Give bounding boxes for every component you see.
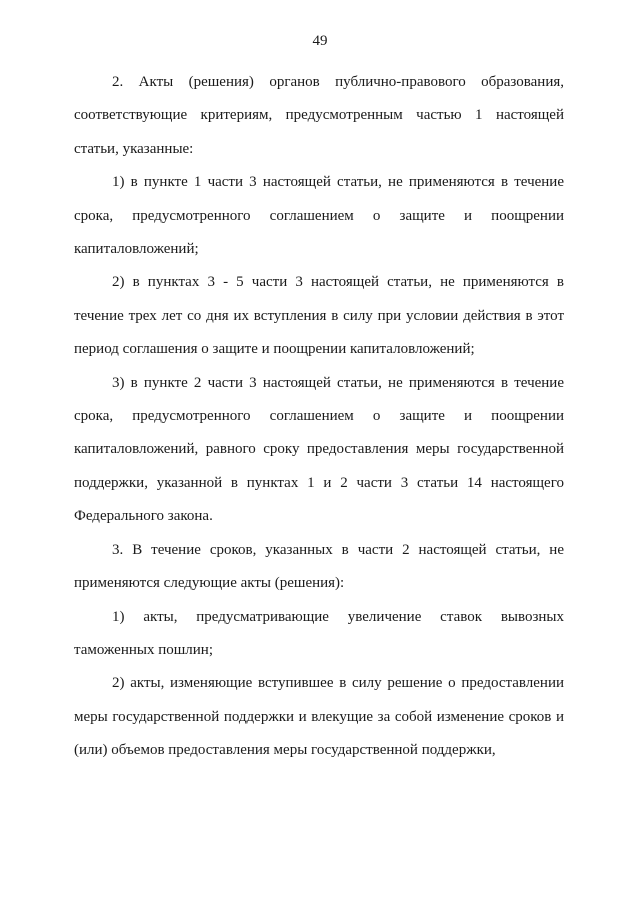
document-body xyxy=(74,66,564,768)
paragraph-part-2-item-3: 3) в пункте 2 части 3 настоящей статьи, не применяются в течение срока, предусмотренного соглашением о защите и поощрении капиталовложений, равного сроку предоставления меры государственной поддержки, указанной в пунктах 1 и 2 части 3 статьи 14 настоящего Федерального закона. xyxy=(74,374,564,525)
paragraph-part-3-item-1: 1) акты, предусматривающие увеличение ставок вывозных таможенных пошлин; xyxy=(74,608,564,658)
paragraph-part-2-item-1: 1) в пункте 1 части 3 настоящей статьи, не применяются в течение срока, предусмотренного соглашением о защите и поощрении капиталовложений; xyxy=(74,174,564,258)
paragraph-part-2: 2. Акты (решения) органов публично-правового образования, соответствующие критериям, предусмотренным частью 1 настоящей статьи, указанные: xyxy=(74,74,564,157)
paragraph-part-3: 3. В течение сроков, указанных в части 2 настоящей статьи, не применяются следующие акты (решения): xyxy=(74,541,564,592)
page-number: 49 xyxy=(312,33,328,49)
paragraph-part-3-item-2: 2) акты, изменяющие вступившее в силу решение о предоставлении меры государственной поддержки и влекущие за собой изменение сроков и (или) объемов предоставления меры государственной поддержки, xyxy=(74,675,564,759)
paragraph-part-2-item-2: 2) в пунктах 3 - 5 части 3 настоящей статьи, не применяются в течение трех лет со дня их вступления в силу при условии действия в этот период соглашения о защите и поощрении капиталовложений; xyxy=(74,274,564,358)
